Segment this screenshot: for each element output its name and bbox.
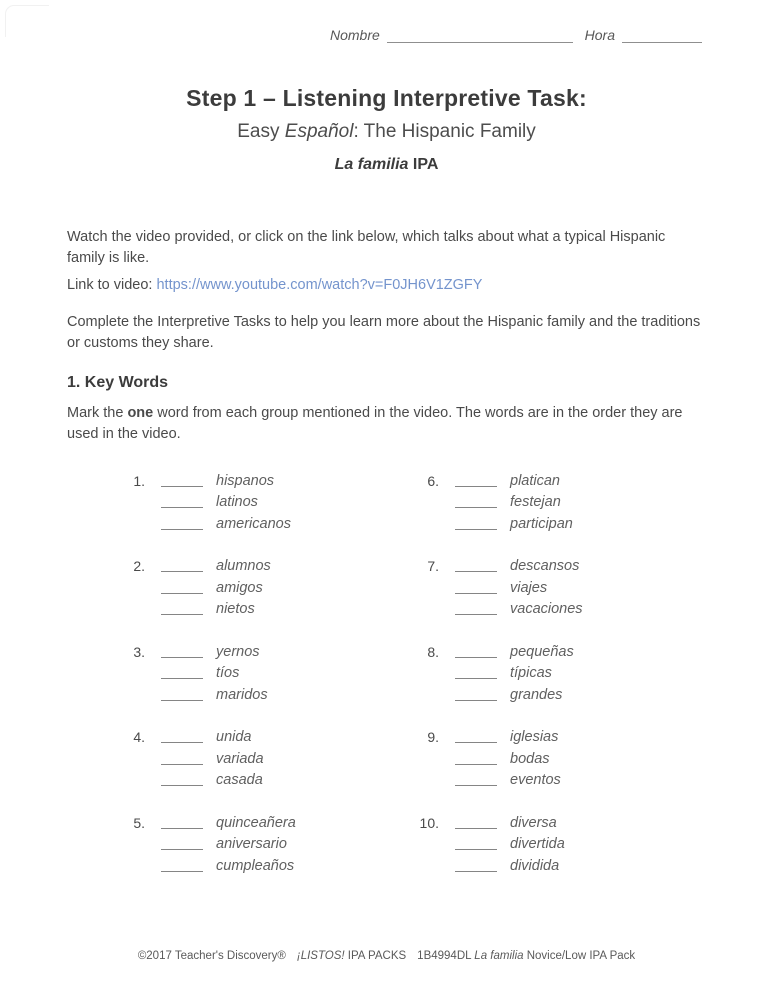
group-number bbox=[121, 681, 145, 682]
subtitle-pre: Easy bbox=[237, 121, 285, 142]
word-option: bodas bbox=[510, 750, 550, 767]
word-group bbox=[121, 554, 296, 619]
word-option: quinceañera bbox=[216, 814, 296, 831]
word-option-row bbox=[415, 832, 583, 854]
word-option: festejan bbox=[510, 494, 561, 510]
hora-fill-line[interactable] bbox=[622, 28, 702, 43]
instruction-bold: one bbox=[127, 405, 154, 421]
word-option-row bbox=[121, 490, 296, 512]
answer-blank[interactable] bbox=[161, 753, 203, 765]
word-option: grandes bbox=[510, 686, 563, 703]
group-number bbox=[121, 767, 145, 768]
answer-blank[interactable] bbox=[455, 646, 497, 658]
answer-blank[interactable] bbox=[161, 646, 203, 658]
answer-blank[interactable] bbox=[161, 475, 203, 487]
answer-blank[interactable] bbox=[161, 560, 203, 572]
word-option-row bbox=[415, 746, 583, 768]
word-option: americanos bbox=[216, 515, 291, 532]
link-label: Link to video: bbox=[67, 276, 157, 293]
answer-blank[interactable] bbox=[161, 603, 203, 615]
answer-blank[interactable] bbox=[455, 731, 497, 743]
group-number: 3. bbox=[133, 643, 145, 660]
word-option-row bbox=[415, 639, 583, 661]
subtitle-post: : The Hispanic Family bbox=[353, 121, 536, 142]
answer-blank[interactable] bbox=[161, 496, 203, 508]
scan-corner-artifact bbox=[5, 5, 49, 37]
word-option: eventos bbox=[510, 772, 561, 788]
word-option-row bbox=[121, 682, 296, 704]
key-words-instruction bbox=[67, 403, 707, 445]
answer-blank[interactable] bbox=[161, 731, 203, 743]
word-option-row bbox=[121, 468, 296, 490]
answer-blank[interactable] bbox=[455, 689, 497, 701]
word-option-row bbox=[121, 810, 296, 832]
word-option-row bbox=[415, 768, 583, 790]
word-option-row bbox=[121, 832, 296, 854]
footer bbox=[0, 950, 773, 962]
group-number: 1. bbox=[133, 472, 145, 489]
word-option: cumpleaños bbox=[216, 857, 295, 874]
answer-blank[interactable] bbox=[455, 753, 497, 765]
key-words-right-column bbox=[415, 468, 583, 896]
word-group bbox=[415, 554, 583, 619]
word-option: dividida bbox=[510, 857, 560, 874]
word-option-row bbox=[121, 853, 296, 875]
word-option-row bbox=[415, 554, 583, 576]
answer-blank[interactable] bbox=[161, 838, 203, 850]
word-option-row bbox=[121, 554, 296, 576]
group-number bbox=[121, 617, 145, 618]
group-number: 2. bbox=[133, 558, 145, 574]
word-option: hispanos bbox=[216, 472, 275, 489]
group-number bbox=[415, 767, 439, 768]
word-group bbox=[121, 639, 296, 704]
word-option: típicas bbox=[510, 665, 552, 681]
answer-blank[interactable] bbox=[455, 496, 497, 508]
group-number bbox=[121, 596, 145, 597]
group-number bbox=[415, 510, 439, 511]
word-option-row bbox=[415, 511, 583, 533]
group-number bbox=[121, 788, 145, 789]
group-number bbox=[415, 874, 439, 875]
key-words-left-column bbox=[121, 468, 296, 896]
word-option-row bbox=[415, 682, 583, 704]
doc-title-post: IPA bbox=[408, 156, 439, 173]
word-option: unida bbox=[216, 729, 252, 745]
word-option: latinos bbox=[216, 494, 258, 510]
word-option: vacaciones bbox=[510, 601, 583, 617]
answer-blank[interactable] bbox=[455, 667, 497, 679]
answer-blank[interactable] bbox=[161, 518, 203, 530]
word-option-row bbox=[415, 661, 583, 683]
word-group bbox=[121, 725, 296, 790]
answer-blank[interactable] bbox=[161, 667, 203, 679]
group-number: 7. bbox=[427, 558, 439, 574]
footer-sku-pre: 1B4994DL bbox=[417, 950, 475, 962]
word-option-row bbox=[415, 468, 583, 490]
word-option-row bbox=[415, 810, 583, 832]
group-number bbox=[415, 617, 439, 618]
doc-title-italic: La familia bbox=[334, 156, 409, 173]
answer-blank[interactable] bbox=[455, 817, 497, 829]
group-number bbox=[415, 681, 439, 682]
word-option-row bbox=[415, 490, 583, 512]
subtitle-italic: Español bbox=[284, 121, 354, 142]
footer-sku-italic: La familia bbox=[474, 950, 524, 962]
word-option: iglesias bbox=[510, 729, 559, 745]
word-option: divertida bbox=[510, 836, 565, 852]
group-number bbox=[121, 852, 145, 853]
answer-blank[interactable] bbox=[161, 860, 203, 872]
word-option-row bbox=[121, 511, 296, 533]
word-option: participan bbox=[510, 515, 573, 532]
word-option-row bbox=[415, 853, 583, 875]
word-option-row bbox=[121, 746, 296, 768]
word-option: amigos bbox=[216, 579, 263, 596]
group-number: 10. bbox=[419, 814, 439, 831]
group-number: 8. bbox=[427, 643, 439, 660]
group-number bbox=[415, 596, 439, 597]
document-title bbox=[0, 156, 773, 174]
answer-blank[interactable] bbox=[455, 838, 497, 850]
word-option-row bbox=[121, 725, 296, 747]
word-option: casada bbox=[216, 772, 263, 788]
word-option: descansos bbox=[510, 558, 580, 574]
word-group bbox=[121, 810, 296, 875]
word-option-row bbox=[121, 768, 296, 790]
word-option: diversa bbox=[510, 814, 557, 831]
nombre-label: Nombre bbox=[330, 27, 380, 43]
word-option: viajes bbox=[510, 579, 548, 596]
instruction-pre: Mark the bbox=[67, 405, 128, 421]
group-number: 4. bbox=[133, 729, 145, 745]
word-option: yernos bbox=[216, 643, 260, 660]
word-option-row bbox=[121, 597, 296, 619]
word-option: pequeñas bbox=[510, 643, 574, 660]
group-number bbox=[121, 874, 145, 875]
answer-blank[interactable] bbox=[161, 774, 203, 786]
intro-link-line bbox=[67, 275, 707, 296]
answer-blank[interactable] bbox=[455, 603, 497, 615]
word-option-row bbox=[415, 597, 583, 619]
intro-paragraph-1: Watch the video provided, or click on the link below, which talks about what a typical Hispanic family is like. bbox=[67, 228, 666, 266]
answer-blank[interactable] bbox=[161, 689, 203, 701]
name-hour-header bbox=[330, 27, 702, 43]
word-group bbox=[415, 639, 583, 704]
intro-paragraph-2: Complete the Interpretive Tasks to help you learn more about the Hispanic family and the traditions or customs they share. bbox=[67, 313, 701, 351]
video-link[interactable]: https://www.youtube.com/watch?v=F0JH6V1ZGFY bbox=[156, 276, 483, 293]
answer-blank[interactable] bbox=[161, 582, 203, 594]
word-option-row bbox=[121, 661, 296, 683]
group-number bbox=[415, 703, 439, 704]
page-title: Step 1 – Listening Interpretive Task: bbox=[186, 85, 587, 111]
word-option: maridos bbox=[216, 686, 268, 703]
group-number bbox=[415, 532, 439, 533]
group-number bbox=[121, 532, 145, 533]
answer-blank[interactable] bbox=[455, 774, 497, 786]
group-number: 5. bbox=[133, 814, 145, 831]
word-group bbox=[415, 725, 583, 790]
word-option: variada bbox=[216, 750, 264, 767]
group-number: 6. bbox=[427, 472, 439, 489]
answer-blank[interactable] bbox=[455, 582, 497, 594]
word-group bbox=[415, 810, 583, 875]
hora-label: Hora bbox=[584, 27, 615, 43]
footer-copyright: ©2017 Teacher's Discovery® bbox=[137, 950, 286, 962]
word-group bbox=[121, 468, 296, 533]
key-words-heading: 1. Key Words bbox=[67, 374, 169, 391]
word-option-row bbox=[121, 639, 296, 661]
word-option: tíos bbox=[216, 665, 240, 681]
answer-blank[interactable] bbox=[455, 518, 497, 530]
group-number bbox=[415, 788, 439, 789]
instruction-post: word from each group mentioned in the video. The words are in the order they are used in the video. bbox=[67, 405, 683, 442]
footer-series-italic: ¡LISTOS! bbox=[296, 950, 345, 962]
word-option-row bbox=[415, 575, 583, 597]
answer-blank[interactable] bbox=[161, 817, 203, 829]
nombre-fill-line[interactable] bbox=[387, 28, 573, 43]
word-option-row bbox=[121, 575, 296, 597]
footer-sku-post: Novice/Low IPA Pack bbox=[523, 950, 636, 962]
group-number bbox=[415, 852, 439, 853]
answer-blank[interactable] bbox=[455, 560, 497, 572]
group-number bbox=[121, 510, 145, 511]
page-subtitle bbox=[0, 121, 773, 143]
word-option: aniversario bbox=[216, 836, 287, 852]
word-group bbox=[415, 468, 583, 533]
group-number bbox=[121, 703, 145, 704]
word-option: nietos bbox=[216, 601, 255, 617]
group-number: 9. bbox=[427, 729, 439, 745]
word-option-row bbox=[415, 725, 583, 747]
word-option: platican bbox=[510, 472, 560, 489]
footer-series-post: IPA PACKS bbox=[344, 950, 407, 962]
answer-blank[interactable] bbox=[455, 860, 497, 872]
answer-blank[interactable] bbox=[455, 475, 497, 487]
word-option: alumnos bbox=[216, 558, 271, 574]
